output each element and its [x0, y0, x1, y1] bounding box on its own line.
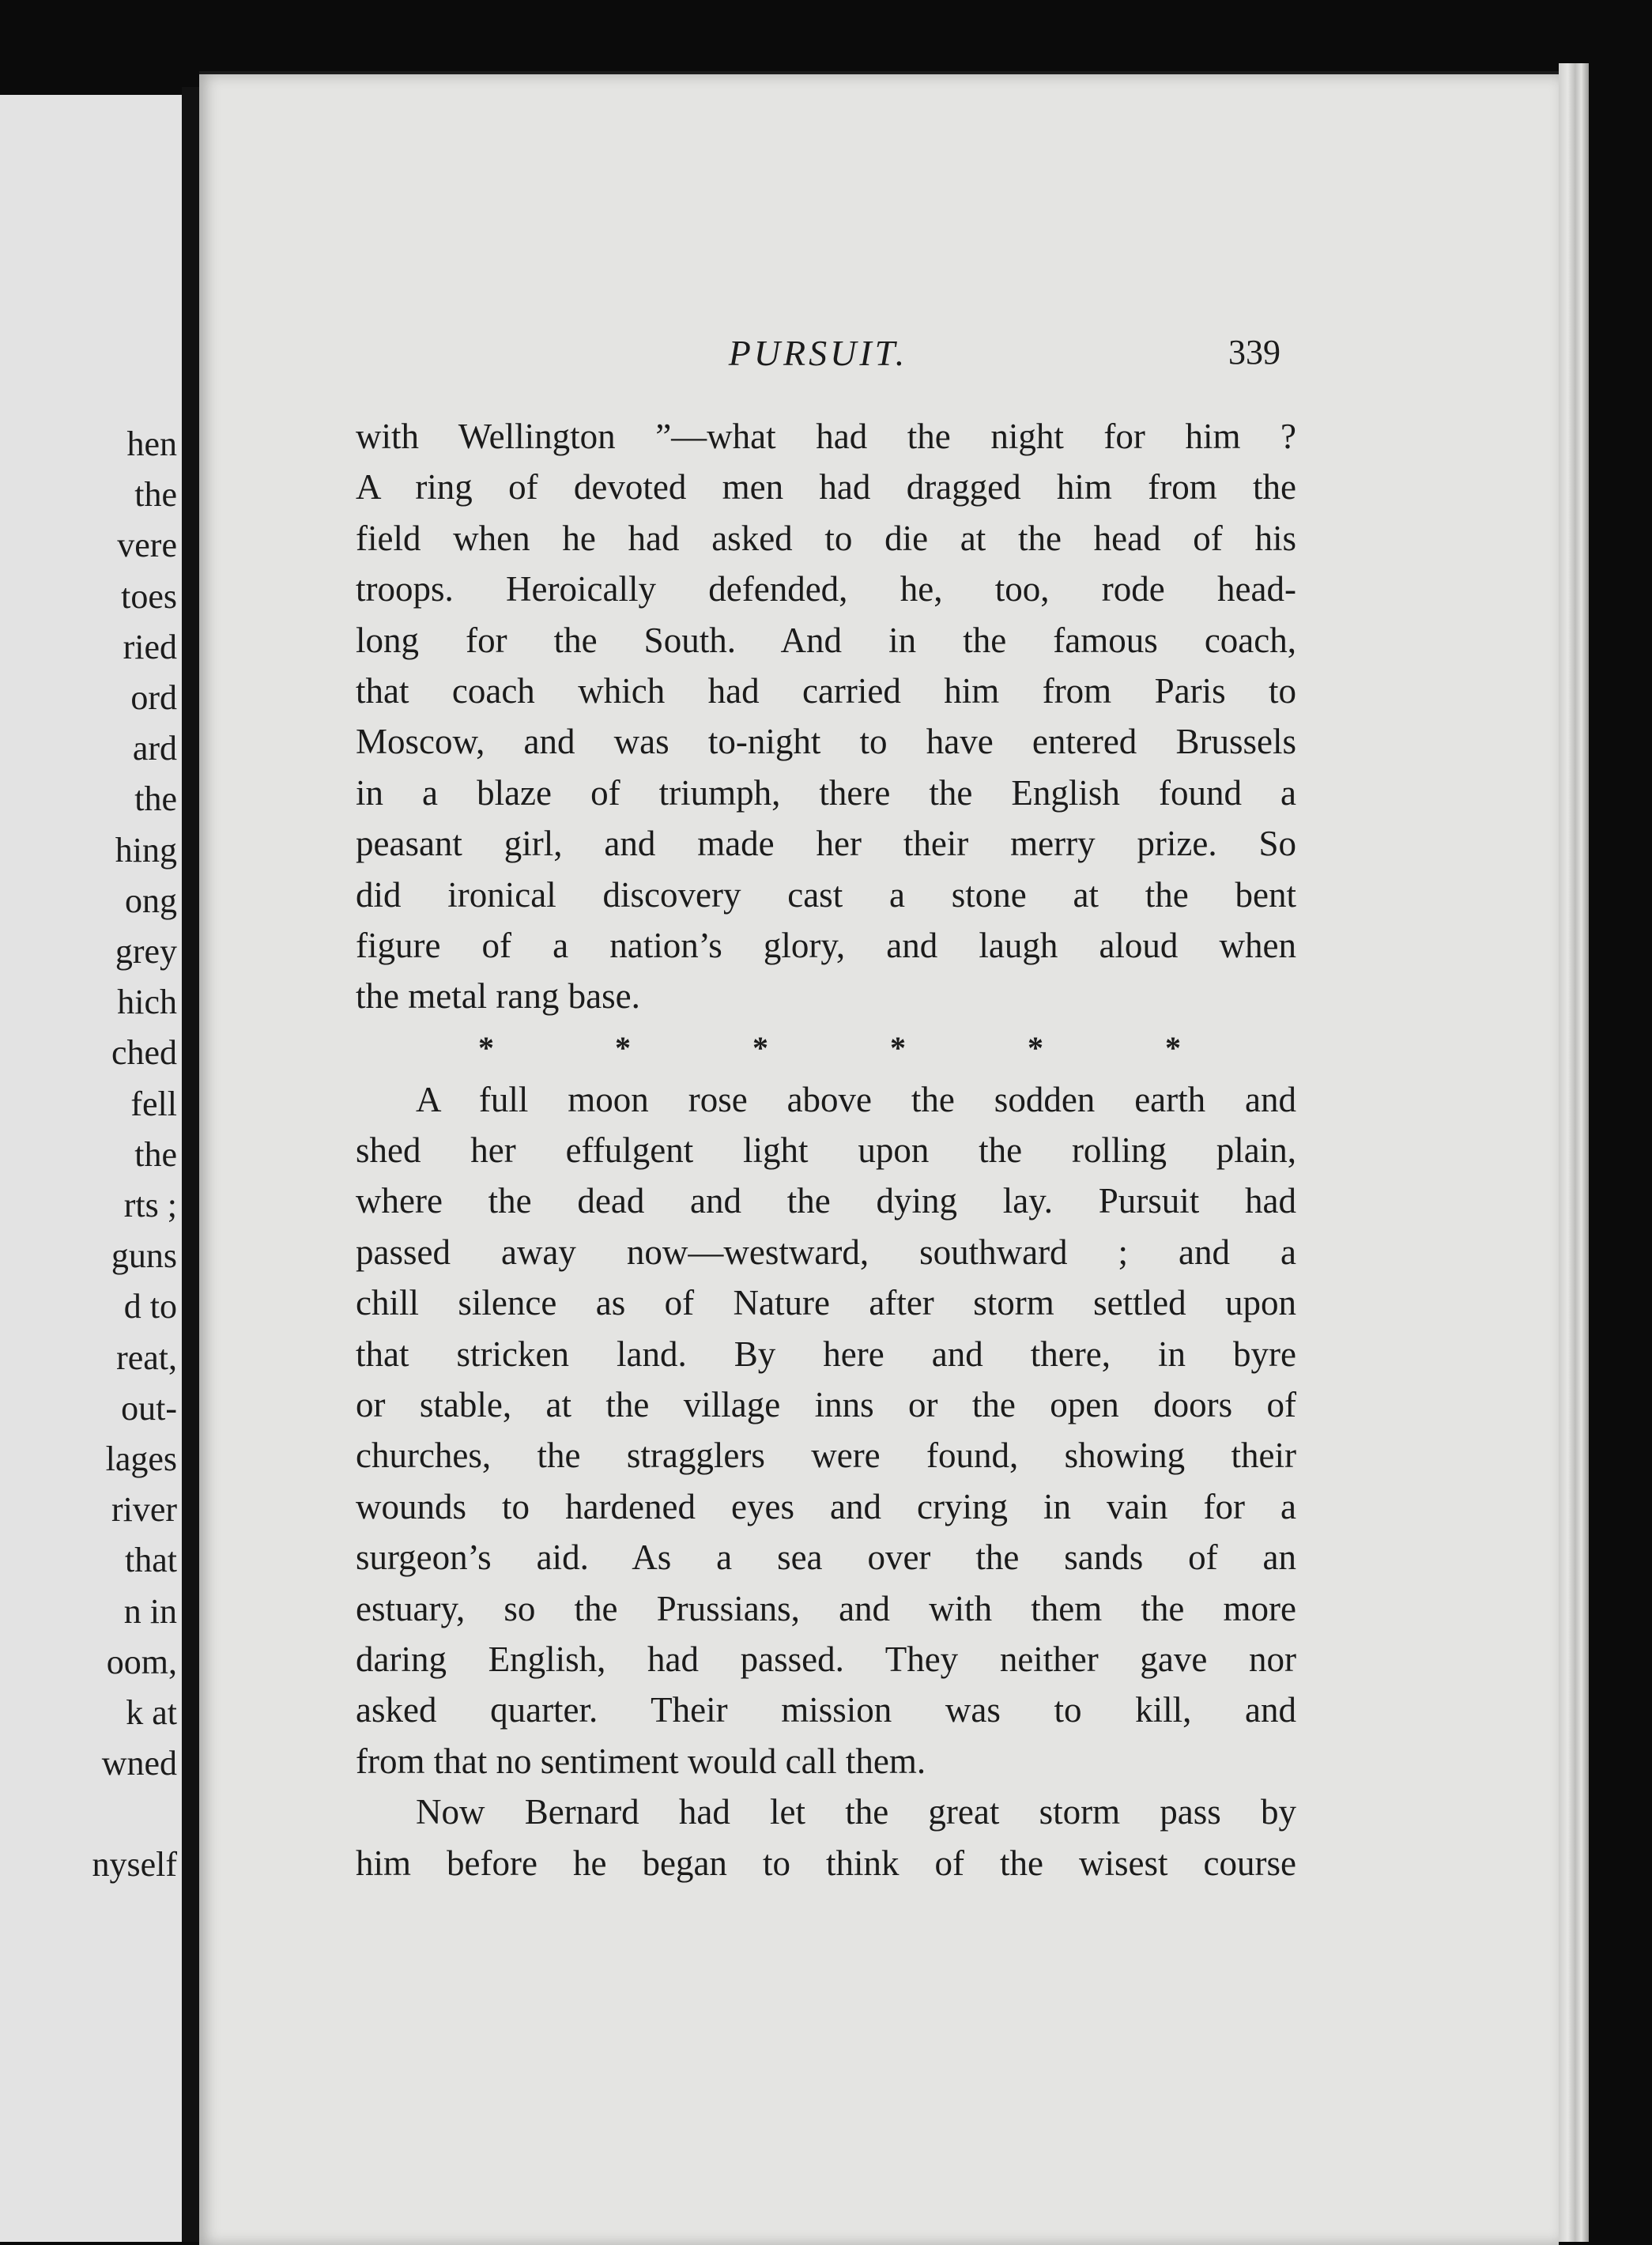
text-line: chill silence as of Nature after storm settled upon [356, 1283, 1296, 1323]
paragraph-1 [356, 411, 1296, 1022]
section-break-asterisk: * [752, 1029, 768, 1066]
text-line: in a blaze of triumph, there the English found a [356, 772, 1296, 813]
left-page-fragment [0, 95, 182, 2242]
left-page-lines [0, 419, 177, 1891]
text-line: A full moon rose above the sodden earth and [416, 1079, 1296, 1119]
paragraph-3 [356, 1787, 1296, 1888]
section-break-asterisk: * [1165, 1029, 1181, 1066]
text-line: did ironical discovery cast a stone at the bent [356, 874, 1296, 915]
text-line: Now Bernard had let the great storm pass by [416, 1792, 1296, 1832]
page-edge [1559, 63, 1589, 2242]
text-line: field when he had asked to die at the head of his [356, 518, 1296, 558]
left-page-line: wned [101, 1744, 177, 1783]
left-page-line: ord [130, 678, 177, 718]
left-page-line: river [111, 1490, 177, 1530]
text-line: the metal rang base. [356, 976, 640, 1017]
left-page-line: hing [115, 830, 177, 870]
binding-gutter [182, 87, 199, 2242]
left-page-line: ched [111, 1033, 177, 1073]
section-break-asterisk: * [890, 1029, 906, 1066]
text-line: that coach which had carried him from Paris to [356, 670, 1296, 711]
text-line: or stable, at the village inns or the open doors of [356, 1385, 1296, 1425]
running-title: PURSUIT. [728, 333, 908, 373]
left-page-line: out- [121, 1388, 177, 1428]
text-line: estuary, so the Prussians, and with them the more [356, 1588, 1296, 1628]
text-line: Moscow, and was to-night to have entered Brussels [356, 722, 1296, 762]
left-page-line: k at [126, 1693, 177, 1733]
text-line: that stricken land. By here and there, in byre [356, 1334, 1296, 1374]
section-break [356, 1022, 1296, 1074]
left-page-line: hich [117, 983, 177, 1022]
body-text [356, 411, 1296, 1888]
text-line: figure of a nation’s glory, and laugh aloud when [356, 925, 1296, 965]
left-page-line: reat, [116, 1338, 177, 1377]
left-page-line: grey [115, 932, 177, 972]
left-page-line: the [134, 779, 177, 819]
left-page-line: fell [130, 1084, 177, 1123]
left-page-line: n in [123, 1591, 177, 1631]
left-page-line: the [134, 475, 177, 515]
text-line: wounds to hardened eyes and crying in vain for a [356, 1486, 1296, 1526]
left-page-line: hen [126, 424, 177, 463]
text-line: troops. Heroically defended, he, too, rode head- [356, 569, 1296, 609]
text-line: passed away now—westward, southward ; and a [356, 1232, 1296, 1272]
left-page-line: guns [111, 1236, 177, 1276]
left-page-line: rts ; [123, 1186, 177, 1225]
section-break-asterisk: * [1028, 1029, 1043, 1066]
left-page-line: ong [125, 881, 177, 920]
text-line: long for the South. And in the famous coach, [356, 620, 1296, 660]
text-line: where the dead and the dying lay. Pursuit had [356, 1181, 1296, 1221]
left-page-line: ard [132, 729, 177, 768]
text-line: him before he began to think of the wisest course [356, 1843, 1296, 1883]
text-line: A ring of devoted men had dragged him from the [356, 467, 1296, 507]
text-line: churches, the stragglers were found, showing their [356, 1436, 1296, 1476]
section-break-asterisk: * [478, 1029, 494, 1066]
page-number: 339 [1228, 333, 1280, 372]
left-page-line: vere [117, 526, 177, 565]
text-line: with Wellington ”—what had the night for him ? [356, 417, 1296, 456]
left-page-line: d to [123, 1287, 177, 1326]
left-page-line: lages [105, 1439, 177, 1479]
text-line: asked quarter. Their mission was to kill, and [356, 1690, 1296, 1730]
text-line: shed her effulgent light upon the rolling plain, [356, 1130, 1296, 1171]
left-page-line: oom, [106, 1642, 177, 1681]
left-page-line: that [125, 1541, 177, 1580]
left-page-line: ried [123, 627, 177, 666]
text-line: peasant girl, and made her their merry prize. So [356, 824, 1296, 864]
text-line: from that no sentiment would call them. [356, 1741, 926, 1781]
text-line: surgeon’s aid. As a sea over the sands of an [356, 1538, 1296, 1578]
running-head [356, 332, 1280, 379]
left-page-line: toes [121, 576, 177, 616]
left-page-line [0, 1789, 177, 1839]
section-break-asterisk: * [615, 1029, 631, 1066]
left-page-line: nyself [92, 1845, 177, 1885]
paragraph-2 [356, 1074, 1296, 1787]
left-page-line: the [134, 1134, 177, 1174]
text-line: daring English, had passed. They neither gave nor [356, 1639, 1296, 1679]
